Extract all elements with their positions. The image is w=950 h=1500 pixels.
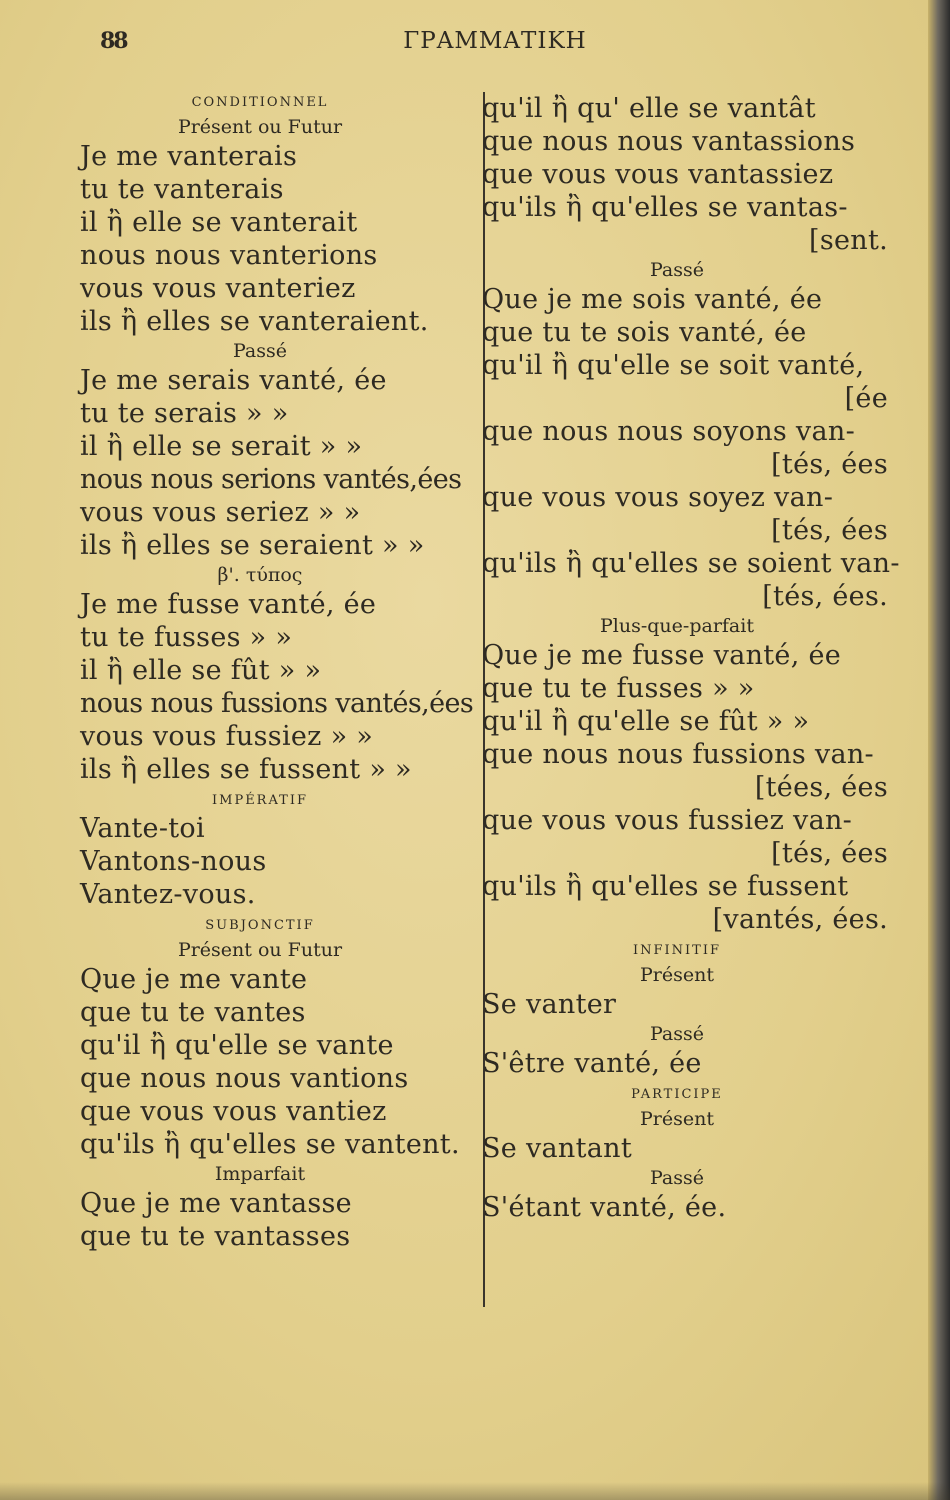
left-tense-heading: Présent ou Futur xyxy=(177,116,343,138)
left-verse-line: Que je me vantasse xyxy=(80,1188,352,1219)
left-verse-line: nous nous serions vantés,ées xyxy=(80,464,462,495)
left-verse-line: tu te vanterais xyxy=(80,174,284,205)
left-verse-line: Vante-toi xyxy=(80,813,205,844)
page-bottom-shadow xyxy=(0,1482,950,1500)
right-verse-line: qu'il ἢ qu'elle se soit vanté, xyxy=(482,350,865,381)
left-verse-line: qu'il ἢ qu'elle se vante xyxy=(80,1030,394,1061)
running-head: ΓΡΑΜΜΑΤΙΚΗ xyxy=(403,28,587,54)
left-column xyxy=(80,88,480,1253)
right-verse-line: qu'ils ἢ qu'elles se vantas- xyxy=(482,192,848,223)
right-verse-line: que tu te sois vanté, ée xyxy=(482,317,807,348)
right-verse-line: que tu te fusses » » xyxy=(482,673,755,704)
right-tense-heading: Présent xyxy=(640,964,714,986)
right-continuation-line: [tés, ées xyxy=(771,515,888,546)
left-verse-line: que nous nous vantions xyxy=(80,1063,409,1094)
left-verse-line: il ἢ elle se vanterait xyxy=(80,207,358,238)
left-verse-line: ils ἢ elles se seraient » » xyxy=(80,530,425,561)
right-verse-line: que nous nous fussions van- xyxy=(482,739,874,770)
page-number: 88 xyxy=(100,28,127,54)
right-continuation-line: [tés, ées xyxy=(771,449,888,480)
right-verse-line: S'être vanté, ée xyxy=(482,1048,702,1079)
right-verse-line: Se vanter xyxy=(482,989,617,1020)
right-tense-heading: Passé xyxy=(649,1167,704,1189)
right-verse-line: Se vantant xyxy=(482,1133,632,1164)
left-tense-heading: Imparfait xyxy=(214,1163,306,1185)
left-verse-line: Je me fusse vanté, ée xyxy=(80,589,377,620)
right-tense-heading: Passé xyxy=(649,259,704,281)
left-verse-line: vous vous vanteriez xyxy=(80,273,356,304)
left-verse-line: vous vous fussiez » » xyxy=(80,721,374,752)
left-verse-line: ils ἢ elles se fussent » » xyxy=(80,754,412,785)
left-verse-line: que vous vous vantiez xyxy=(80,1096,387,1127)
right-verse-line: Que je me sois vanté, ée xyxy=(482,284,823,315)
left-verse-line: nous nous fussions vantés,ées xyxy=(80,688,474,719)
left-section-heading: SUBJONCTIF xyxy=(205,918,315,933)
right-verse-line: qu'ils ἢ qu'elles se fussent xyxy=(482,871,849,902)
right-continuation-line: [tés, ées xyxy=(771,838,888,869)
right-verse-line: que nous nous soyons van- xyxy=(482,416,855,447)
right-continuation-line: [tés, ées. xyxy=(762,581,888,612)
left-verse-line: Vantons-nous xyxy=(80,846,267,877)
left-verse-line: Je me vanterais xyxy=(80,141,298,172)
left-verse-line: il ἢ elle se serait » » xyxy=(80,431,363,462)
left-section-heading: CONDITIONNEL xyxy=(191,95,329,110)
left-verse-line: ils ἢ elles se vanteraient. xyxy=(80,306,429,337)
right-continuation-line: [sent. xyxy=(809,225,888,256)
left-verse-line: Vantez-vous. xyxy=(80,879,256,910)
right-section-heading: INFINITIF xyxy=(632,943,721,958)
right-verse-line: S'étant vanté, ée. xyxy=(482,1192,727,1223)
right-continuation-line: [ée xyxy=(844,383,888,414)
left-verse-line: vous vous seriez » » xyxy=(80,497,361,528)
right-verse-line: que nous nous vantassions xyxy=(482,126,856,157)
page-edge-shadow xyxy=(928,0,950,1500)
left-verse-line: il ἢ elle se fût » » xyxy=(80,655,322,686)
right-tense-heading: Plus-que-parfait xyxy=(600,615,754,637)
right-verse-line: qu'ils ἢ qu'elles se soient van- xyxy=(482,548,900,579)
left-tense-heading: Passé xyxy=(232,340,287,362)
right-verse-line: qu'il ἢ qu' elle se vantât xyxy=(482,93,816,124)
right-tense-heading: Passé xyxy=(649,1023,704,1045)
left-verse-line: que tu te vantasses xyxy=(80,1221,351,1252)
right-continuation-line: [tées, ées xyxy=(754,772,888,803)
right-verse-line: Que je me fusse vanté, ée xyxy=(482,640,842,671)
left-verse-line: qu'ils ἢ qu'elles se vantent. xyxy=(80,1129,460,1160)
left-tense-heading: Présent ou Futur xyxy=(177,939,343,961)
left-verse-line: que tu te vantes xyxy=(80,997,306,1028)
left-verse-line: tu te fusses » » xyxy=(80,622,293,653)
left-tense-heading: β'. τύπος xyxy=(217,564,303,586)
left-verse-line: tu te serais » » xyxy=(80,398,289,429)
left-verse-line: Que je me vante xyxy=(80,964,308,995)
right-verse-line: que vous vous fussiez van- xyxy=(482,805,853,836)
left-verse-line: nous nous vanterions xyxy=(80,240,378,271)
left-verse-line: Je me serais vanté, ée xyxy=(80,365,387,396)
right-verse-line: que vous vous vantassiez xyxy=(482,159,834,190)
right-section-heading: PARTICIPE xyxy=(631,1087,723,1102)
right-verse-line: qu'il ἢ qu'elle se fût » » xyxy=(482,706,810,737)
right-tense-heading: Présent xyxy=(640,1108,714,1130)
right-continuation-line: [vantés, ées. xyxy=(712,904,888,935)
right-column xyxy=(482,92,900,1224)
right-verse-line: que vous vous soyez van- xyxy=(482,482,834,513)
left-section-heading: IMPÉRATIF xyxy=(212,793,308,808)
